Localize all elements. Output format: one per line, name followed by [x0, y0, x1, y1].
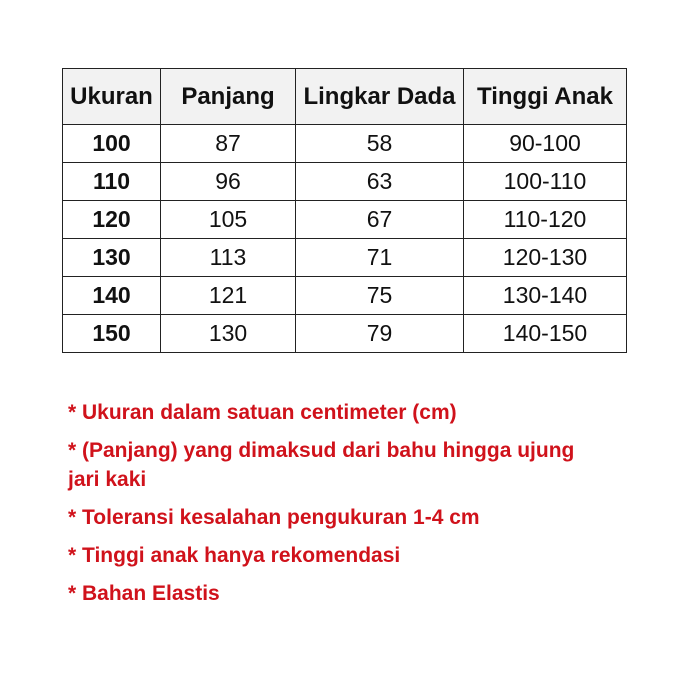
size-chart-table [62, 68, 627, 353]
cell-ukuran: 150 [63, 315, 161, 353]
table-row [63, 277, 627, 315]
cell-panjang: 96 [161, 163, 296, 201]
notes-list [68, 399, 596, 618]
table-row [63, 201, 627, 239]
cell-ukuran: 120 [63, 201, 161, 239]
table-header-row [63, 69, 627, 125]
cell-ukuran: 130 [63, 239, 161, 277]
note-item: * Tinggi anak hanya rekomendasi [68, 543, 401, 567]
header-panjang: Panjang [161, 69, 296, 125]
cell-lingkar-dada: 71 [296, 239, 464, 277]
cell-tinggi-anak: 90-100 [464, 125, 627, 163]
note-item: * Bahan Elastis [68, 581, 220, 605]
table-row [63, 239, 627, 277]
cell-tinggi-anak: 140-150 [464, 315, 627, 353]
cell-panjang: 130 [161, 315, 296, 353]
table-row [63, 125, 627, 163]
note-item: * Toleransi kesalahan pengukuran 1-4 cm [68, 505, 480, 529]
note-item: * Ukuran dalam satuan centimeter (cm) [68, 401, 457, 424]
header-ukuran: Ukuran [63, 69, 161, 125]
cell-tinggi-anak: 120-130 [464, 239, 627, 277]
cell-lingkar-dada: 63 [296, 163, 464, 201]
cell-tinggi-anak: 100-110 [464, 163, 627, 201]
cell-panjang: 113 [161, 239, 296, 277]
table-row [63, 315, 627, 353]
note-item: * (Panjang) yang dimaksud dari bahu hingga ujung jari kaki [68, 439, 575, 491]
cell-tinggi-anak: 130-140 [464, 277, 627, 315]
table-row [63, 163, 627, 201]
cell-panjang: 87 [161, 125, 296, 163]
cell-lingkar-dada: 75 [296, 277, 464, 315]
cell-panjang: 121 [161, 277, 296, 315]
cell-ukuran: 100 [63, 125, 161, 163]
cell-ukuran: 110 [63, 163, 161, 201]
cell-lingkar-dada: 79 [296, 315, 464, 353]
cell-ukuran: 140 [63, 277, 161, 315]
cell-lingkar-dada: 58 [296, 125, 464, 163]
cell-tinggi-anak: 110-120 [464, 201, 627, 239]
header-tinggi-anak: Tinggi Anak [464, 69, 627, 125]
header-lingkar-dada: Lingkar Dada [296, 69, 464, 125]
cell-panjang: 105 [161, 201, 296, 239]
cell-lingkar-dada: 67 [296, 201, 464, 239]
